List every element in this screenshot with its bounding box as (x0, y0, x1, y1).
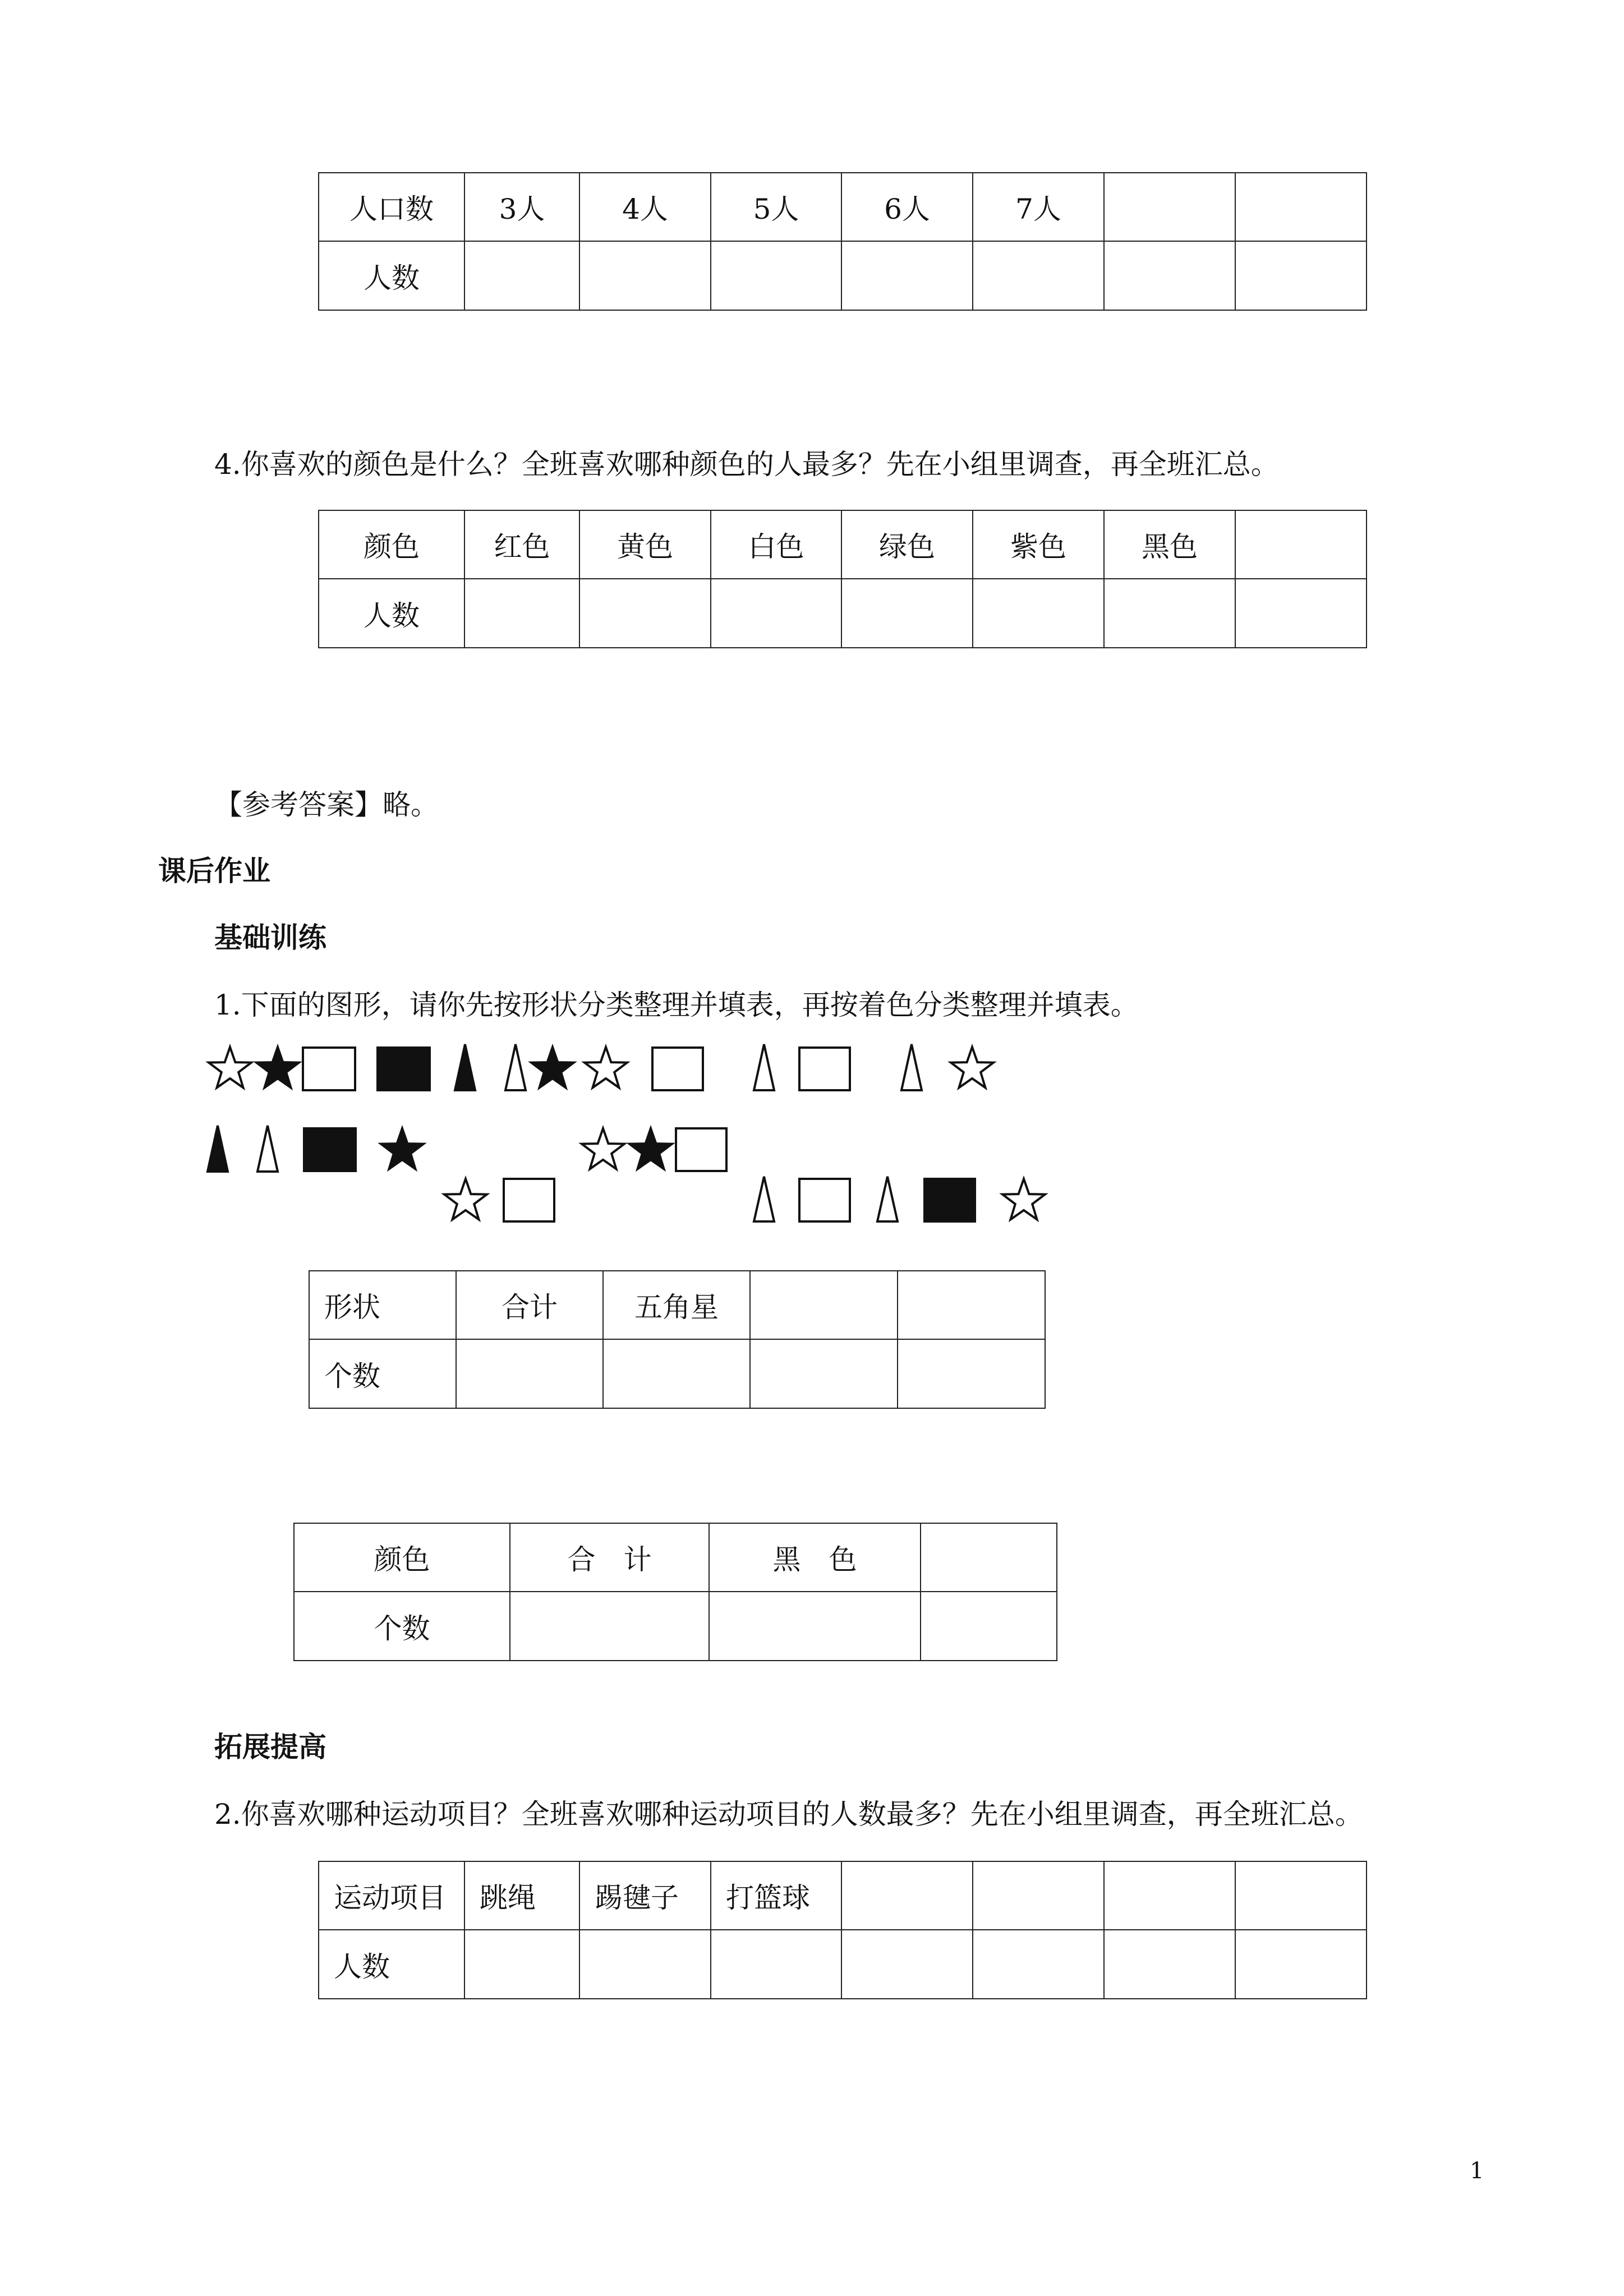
table-cell[interactable] (711, 1930, 841, 1999)
table-cell[interactable] (464, 241, 579, 310)
table-cell[interactable] (711, 241, 841, 310)
table-cell[interactable] (1235, 579, 1367, 648)
square-filled-icon (378, 1048, 430, 1090)
square-filled-icon (304, 1128, 356, 1171)
table-cell: 人数 (319, 1930, 464, 1999)
table-cell[interactable] (1104, 579, 1235, 648)
table-cell[interactable] (750, 1271, 898, 1339)
homework-heading: 课后作业 (158, 855, 270, 887)
table-cell[interactable] (1235, 173, 1367, 241)
star-filled-icon (381, 1128, 424, 1169)
table-sport-survey (318, 1861, 1367, 1999)
table-cell[interactable] (579, 579, 711, 648)
square-outline-icon (303, 1048, 355, 1090)
table-cell[interactable] (1104, 1930, 1235, 1999)
square-outline-icon (676, 1128, 726, 1171)
table-cell[interactable] (1235, 1861, 1367, 1930)
triangle-outline-icon (754, 1044, 774, 1090)
table-cell: 黑色 (1104, 510, 1235, 579)
table-cell[interactable] (841, 1861, 973, 1930)
square-outline-icon (799, 1179, 850, 1221)
question-1: 1.下面的图形，请你先按形状分类整理并填表，再按着色分类整理并填表。 (214, 989, 1139, 1021)
table-cell: 4人 (579, 173, 711, 241)
table-cell: 黄色 (579, 510, 711, 579)
table-cell[interactable] (921, 1592, 1057, 1661)
table-cell[interactable] (510, 1592, 709, 1661)
table-cell[interactable] (1235, 241, 1367, 310)
table-cell[interactable] (456, 1339, 603, 1408)
table-cell: 紫色 (973, 510, 1104, 579)
triangle-outline-icon (877, 1177, 898, 1221)
table-cell: 绿色 (841, 510, 973, 579)
table-cell[interactable] (750, 1339, 898, 1408)
table-cell[interactable] (921, 1523, 1057, 1592)
table-cell: 跳绳 (464, 1861, 579, 1930)
star-outline-icon (444, 1179, 487, 1219)
table-cell: 个数 (294, 1592, 510, 1661)
table-cell: 人数 (319, 241, 464, 310)
table-cell: 5人 (711, 173, 841, 241)
table-cell: 踢毽子 (579, 1861, 711, 1930)
question-4: 4.你喜欢的颜色是什么？全班喜欢哪种颜色的人最多？先在小组里调查，再全班汇总。 (214, 448, 1279, 481)
table-cell[interactable] (579, 241, 711, 310)
table-cell: 白色 (711, 510, 841, 579)
square-filled-icon (924, 1179, 975, 1221)
triangle-outline-icon (754, 1177, 774, 1221)
table-cell[interactable] (1235, 510, 1367, 579)
table-cell: 红色 (464, 510, 579, 579)
table-cell: 形状 (309, 1271, 456, 1339)
table-shading-count (293, 1523, 1057, 1661)
star-outline-icon (951, 1047, 993, 1087)
table-cell[interactable] (1104, 173, 1235, 241)
triangle-outline-icon (901, 1044, 922, 1090)
table-cell: 打篮球 (711, 1861, 841, 1930)
star-filled-icon (629, 1128, 672, 1169)
basic-training-heading: 基础训练 (214, 921, 326, 954)
table-cell: 人数 (319, 579, 464, 648)
table-cell[interactable] (973, 241, 1104, 310)
square-outline-icon (799, 1048, 850, 1090)
table-color-survey (318, 510, 1367, 648)
star-outline-icon (582, 1128, 624, 1169)
table-cell: 颜色 (319, 510, 464, 579)
table-cell[interactable] (898, 1271, 1045, 1339)
square-outline-icon (652, 1048, 703, 1090)
table-cell[interactable] (603, 1339, 750, 1408)
table-cell[interactable] (464, 579, 579, 648)
star-filled-icon (256, 1047, 299, 1087)
star-filled-icon (531, 1047, 574, 1087)
table-cell: 人口数 (319, 173, 464, 241)
reference-answer: 【参考答案】略。 (214, 789, 439, 821)
table-cell[interactable] (579, 1930, 711, 1999)
triangle-filled-icon (455, 1044, 475, 1090)
triangle-filled-icon (208, 1126, 228, 1172)
table-cell[interactable] (709, 1592, 921, 1661)
table-cell[interactable] (1235, 1930, 1367, 1999)
table-cell[interactable] (973, 579, 1104, 648)
table-cell[interactable] (898, 1339, 1045, 1408)
shapes-figure (0, 1032, 1624, 1267)
table-cell: 颜色 (294, 1523, 510, 1592)
table-cell[interactable] (973, 1861, 1104, 1930)
table-cell[interactable] (1104, 241, 1235, 310)
star-outline-icon (209, 1047, 251, 1087)
question-2: 2.你喜欢哪种运动项目？全班喜欢哪种运动项目的人数最多？先在小组里调查，再全班汇总。 (214, 1798, 1363, 1831)
table-cell[interactable] (1104, 1861, 1235, 1930)
extend-heading: 拓展提高 (214, 1731, 326, 1763)
table-cell[interactable] (464, 1930, 579, 1999)
triangle-outline-icon (257, 1126, 278, 1172)
table-cell: 个数 (309, 1339, 456, 1408)
table-cell: 合 计 (510, 1523, 709, 1592)
table-cell[interactable] (841, 1930, 973, 1999)
table-cell[interactable] (841, 579, 973, 648)
table-cell: 3人 (464, 173, 579, 241)
square-outline-icon (504, 1179, 554, 1221)
table-cell: 五角星 (603, 1271, 750, 1339)
table-cell[interactable] (711, 579, 841, 648)
table-cell: 7人 (973, 173, 1104, 241)
table-cell: 黑 色 (709, 1523, 921, 1592)
table-cell: 运动项目 (319, 1861, 464, 1930)
table-population (318, 172, 1367, 311)
page-number: 1 (1470, 2158, 1484, 2184)
table-cell: 6人 (841, 173, 973, 241)
triangle-outline-icon (505, 1044, 526, 1090)
table-cell[interactable] (841, 241, 973, 310)
table-shape-count (309, 1270, 1046, 1409)
star-outline-icon (1002, 1179, 1045, 1219)
table-cell[interactable] (973, 1930, 1104, 1999)
table-cell: 合计 (456, 1271, 603, 1339)
star-outline-icon (585, 1047, 627, 1087)
